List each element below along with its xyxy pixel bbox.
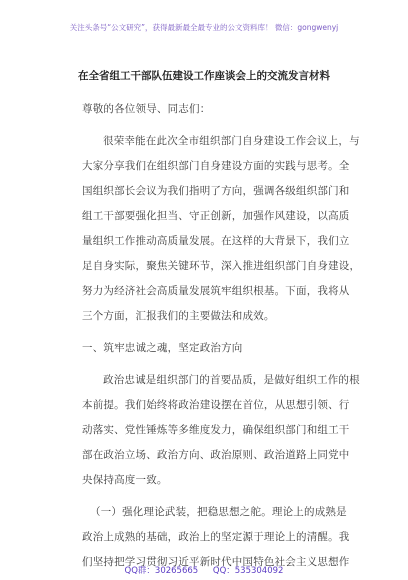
paragraph-line: （一）强化理论武装，把稳思想之舵。理论上的成熟是 [90,506,347,518]
paragraph-line: 大家分享我们在组织部门自身建设方面的实践与思考。全 [82,160,350,172]
document-title: 在全省组工干部队伍建设工作座谈会上的交流发言材料 [78,70,330,82]
footer-contact [0,564,408,576]
paragraph-line: 本前提。我们始终将政治建设摆在首位，从思想引领、行 [82,399,350,411]
paragraph-line: 国组织部长会议为我们指明了方向，强调各级组织部门和 [82,185,350,197]
paragraph-line: 央保持高度一致。 [82,474,168,486]
paragraph-line: 很荣幸能在此次全市组织部门自身建设工作会议上，与 [103,135,360,147]
paragraph-line: 量组织工作推动高质量发展。在这样的大背景下，我们立 [82,235,350,247]
paragraph-line: 部在政治立场、政治方向、政治原则、政治道路上同党中 [82,449,350,461]
footer-qq-group: QQ群：30265665 [124,566,199,576]
paragraph-line: 组工干部要强化担当、守正创新，加强作风建设，以高质 [82,210,350,222]
footer-qq: QQ：535304092 [212,566,284,576]
paragraph-line: 三个方面，汇报我们的主要做法和成效。 [82,310,275,322]
page-header-banner: 关注头条号“公文研究”，获得最新最全最专业的公文资料库！ 微信：gongwenyj [69,23,339,32]
paragraph-line: 政治忠诚是组织部门的首要品质，是做好组织工作的根 [103,374,360,386]
paragraph-line: 动落实、党性锤炼等多维度发力，确保组织部门和组工干 [82,424,350,436]
paragraph-line: 努力为经济社会高质量发展筑牢组织根基。下面，我将从 [82,285,350,297]
salutation: 尊敬的各位领导、同志们： [82,103,211,115]
paragraph-line: 足自身实际，聚焦关键环节，深入推进组织部门自身建设， [82,260,361,272]
paragraph-line: 政治上成熟的基础，政治上的坚定源于理论上的清醒。我 [82,531,350,543]
section-heading: 一、筑牢忠诚之魂，坚定政治方向 [82,342,243,354]
paragraph-line: 们坚持把学习贯彻习近平新时代中国特色社会主义思想作 [82,556,350,568]
